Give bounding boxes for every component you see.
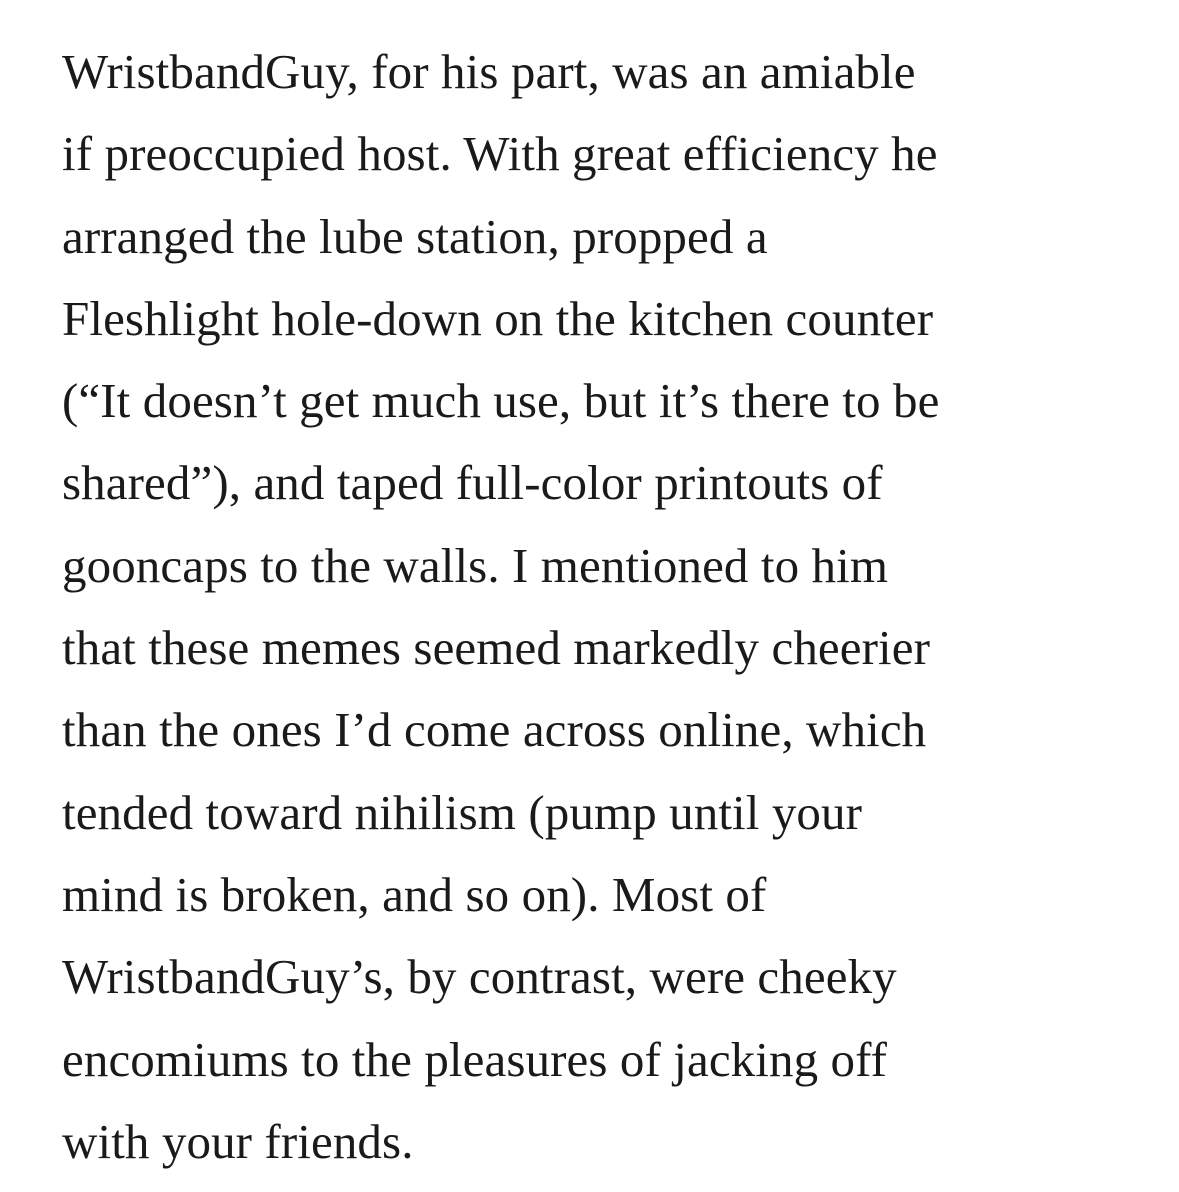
paragraph-line: WristbandGuy’s, by contrast, were cheeky — [62, 949, 897, 1005]
article-paragraph — [62, 40, 1162, 1192]
paragraph-line: if preoccupied host. With great efficiency he — [62, 126, 938, 182]
paragraph-line: than the ones I’d come across online, which — [62, 702, 927, 758]
paragraph-line: (“It doesn’t get much use, but it’s there to be — [62, 373, 940, 429]
paragraph-line: gooncaps to the walls. I mentioned to him — [62, 537, 889, 593]
paragraph-line: mind is broken, and so on). Most of — [62, 866, 767, 922]
paragraph-line: WristbandGuy, for his part, was an amiable — [62, 44, 916, 99]
paragraph-line: arranged the lube station, propped a — [62, 208, 768, 264]
paragraph-line: with your friends. — [62, 1113, 414, 1169]
paragraph-line: encomiums to the pleasures of jacking off — [62, 1031, 888, 1087]
paragraph-line: tended toward nihilism (pump until your — [62, 784, 863, 840]
paragraph-line: shared”), and taped full-color printouts of — [62, 455, 883, 511]
paragraph-line: Fleshlight hole-down on the kitchen counter — [62, 290, 934, 346]
paragraph-line: that these memes seemed markedly cheerier — [62, 620, 931, 676]
